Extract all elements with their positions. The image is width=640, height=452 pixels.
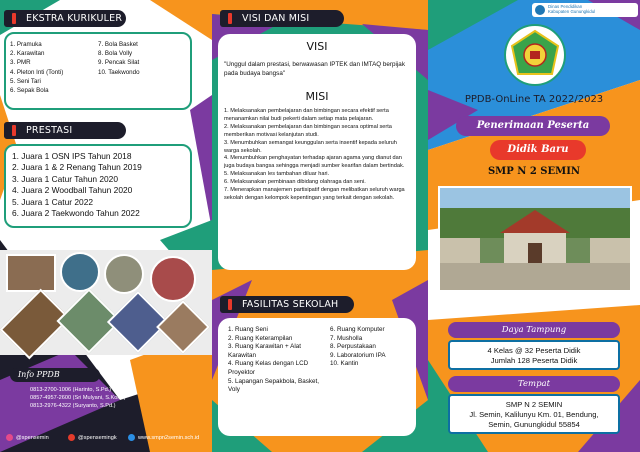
list-item: 6. Sepak Bola [10,87,49,95]
contact-item: 0813-2700-1006 (Harinto, S.Pd.) [30,387,112,393]
fasilitas-item: 5. Lapangan Sepakbola, Basket, Voly [228,377,320,394]
list-item: 10. Taekwondo [98,68,140,76]
ekstra-header [4,10,126,27]
dinas-header [532,3,638,17]
photo-dancers [6,254,56,292]
daya-tampung-box [448,340,620,370]
info-ppdb-title: Info PPDB [10,368,100,382]
tempat-box [448,394,620,434]
prestasi-title: PRESTASI [26,125,73,136]
misi-heading: MISI [305,90,329,103]
fasilitas-item: 7. Musholla [330,334,363,342]
ekstra-list-1 [10,40,96,95]
website-url: www.smpn2semin.sch.id [138,435,200,441]
list-item: 4. Pleton Inti (Tonti) [10,68,64,76]
banner-line-2: Didik Baru [490,140,586,160]
tempat-line: Jl. Semin, Kalilunyu Km. 01, Bendung, [469,410,599,419]
fasilitas-list-2 [330,326,412,369]
tempat-line: SMP N 2 SEMIN [505,400,563,409]
tempat-line: Semin, Gunungkidul 55854 [488,420,580,429]
list-item: 2. Karawitan [10,50,45,58]
fasilitas-item: 10. Kantin [330,360,359,368]
daya-tampung-title: Daya Tampung [448,322,620,338]
misi-item: 5. Melaksanakan les tambahan diluar hari. [224,171,330,178]
ekstra-list-2 [98,40,188,77]
ekstra-title: EKSTRA KURIKULER [26,13,123,24]
misi-item: 1. Melaksanakan pembelajaran dan bimbingan secara efektif serta menanamkan nilai budi pekerti dalam setiap mata pelajaran. [224,108,389,122]
misi-item: 6. Melaksanakan pembinaan dibidang olahraga dan seni. [224,179,366,186]
misi-item: 7. Menerapkan manajemen partisipatif dengan melibatkan seluruh warga sekolah dengan kelompok kepentingan yang terkait dengan sekolah. [224,187,405,201]
social-bar [0,430,212,446]
contact-list [30,386,180,411]
ppdb-title: PPDB-OnLine TA 2022/2023 [464,94,604,105]
daya-line: Jumlah 128 Peserta Didik [490,356,578,365]
fasilitas-item: 6. Ruang Komputer [330,326,385,333]
list-item: 3. Juara 1 Catur Tahun 2020 [12,173,119,184]
photo-collage [0,250,212,355]
list-item: 9. Pencak Silat [98,59,140,67]
header-marker [12,125,16,136]
photo-circle-1 [60,252,100,292]
contact-item: 0857-4957-2600 (Sri Mulyani, S.Kom.) [30,395,126,402]
misi-item: 3. Menumbuhkan semangat keunggulan serta insentif kepada seluruh warga sekolah. [224,139,397,154]
school-name: SMP N 2 SEMIN [487,166,581,177]
panel-middle [212,0,428,452]
fasilitas-box [218,318,416,436]
list-item: 8. Bola Volly [98,50,133,58]
fasilitas-header [220,296,354,313]
misi-list [224,108,412,203]
dinas-logo-icon [535,5,545,15]
school-building-image [440,188,630,290]
school-emblem-icon [506,26,564,84]
header-marker [228,299,232,310]
tempat-title: Tempat [448,376,620,392]
dinas-text [548,4,595,15]
list-item: 3. PMR [10,59,31,67]
ekstra-box [4,32,192,110]
youtube-icon [68,434,75,441]
dinas-line-2: Kabupaten Gunungkidul [548,9,596,15]
list-item: 5. Juara 1 Catur 2022 [12,196,94,207]
daya-line: 4 Kelas @ 32 Peserta Didik [487,346,581,355]
instagram-handle: @spensemin [16,435,49,441]
youtube-link[interactable] [68,430,117,446]
prestasi-header [4,122,126,139]
fasilitas-item: 3. Ruang Karawitan + Alat Karawitan [228,343,301,359]
school-emblem [504,24,566,86]
list-item: 7. Bola Basket [98,41,138,48]
contact-item: 0813-2976-4322 (Suryanto, S.Pd.) [30,403,116,410]
visimisi-title: VISI DAN MISI [242,13,310,24]
prestasi-list [12,151,190,219]
visimisi-header [220,10,344,27]
list-item: 6. Juara 2 Taekwondo Tahun 2022 [12,208,140,219]
list-item: 2. Juara 1 & 2 Renang Tahun 2019 [12,162,142,173]
header-marker [12,13,16,24]
youtube-handle: @spensemingk [78,435,117,441]
instagram-link[interactable] [6,430,49,446]
misi-item: 2. Melaksanakan pembelajaran dan bimbingan secara optimal serta memberikan motivasi kelanjutan studi. [224,123,392,138]
misi-item: 4. Menumbuhkan penghayatan terhadap ajaran agama yang dianut dan juga budaya bangsa sehingga menjadi sumber kearifan dalam bertindak. [224,155,405,170]
panel-right [428,0,640,452]
instagram-icon [6,434,13,441]
fasilitas-item: 2. Ruang Keterampilan [228,334,293,342]
fasilitas-item: 9. Laboratorium IPA [330,351,386,359]
prestasi-box [4,144,192,228]
list-item: 5. Seni Tari [10,77,41,85]
fasilitas-title: FASILITAS SEKOLAH [242,299,339,310]
fasilitas-item: 8. Perpustakaan [330,343,376,351]
fasilitas-list-1 [228,326,328,395]
fasilitas-item: 4. Ruang Kelas dengan LCD Proyektor [228,360,309,376]
visi-text: "Unggul dalam prestasi, berwawasan IPTEK dan IMTAQ berpijak pada budaya bangsa" [224,61,405,77]
photo-circle-2 [104,254,144,294]
school-photo [438,186,632,292]
banner-line-1: Penerimaan Peserta [456,116,610,136]
globe-icon [128,434,135,441]
list-item: 1. Pramuka [10,41,42,48]
list-item: 1. Juara 1 OSN IPS Tahun 2018 [12,151,132,161]
dinas-line-1: Dinas Pendidikan [548,4,583,9]
photo-diamond-4 [156,300,210,354]
fasilitas-item: 1. Ruang Seni [228,326,268,333]
website-link[interactable] [128,430,199,446]
header-marker [228,13,232,24]
visimisi-box [218,34,416,270]
photo-circle-3 [150,256,196,302]
panel-left [0,0,212,452]
list-item: 4. Juara 2 Woodball Tahun 2020 [12,185,133,196]
visi-heading: VISI [306,40,328,53]
